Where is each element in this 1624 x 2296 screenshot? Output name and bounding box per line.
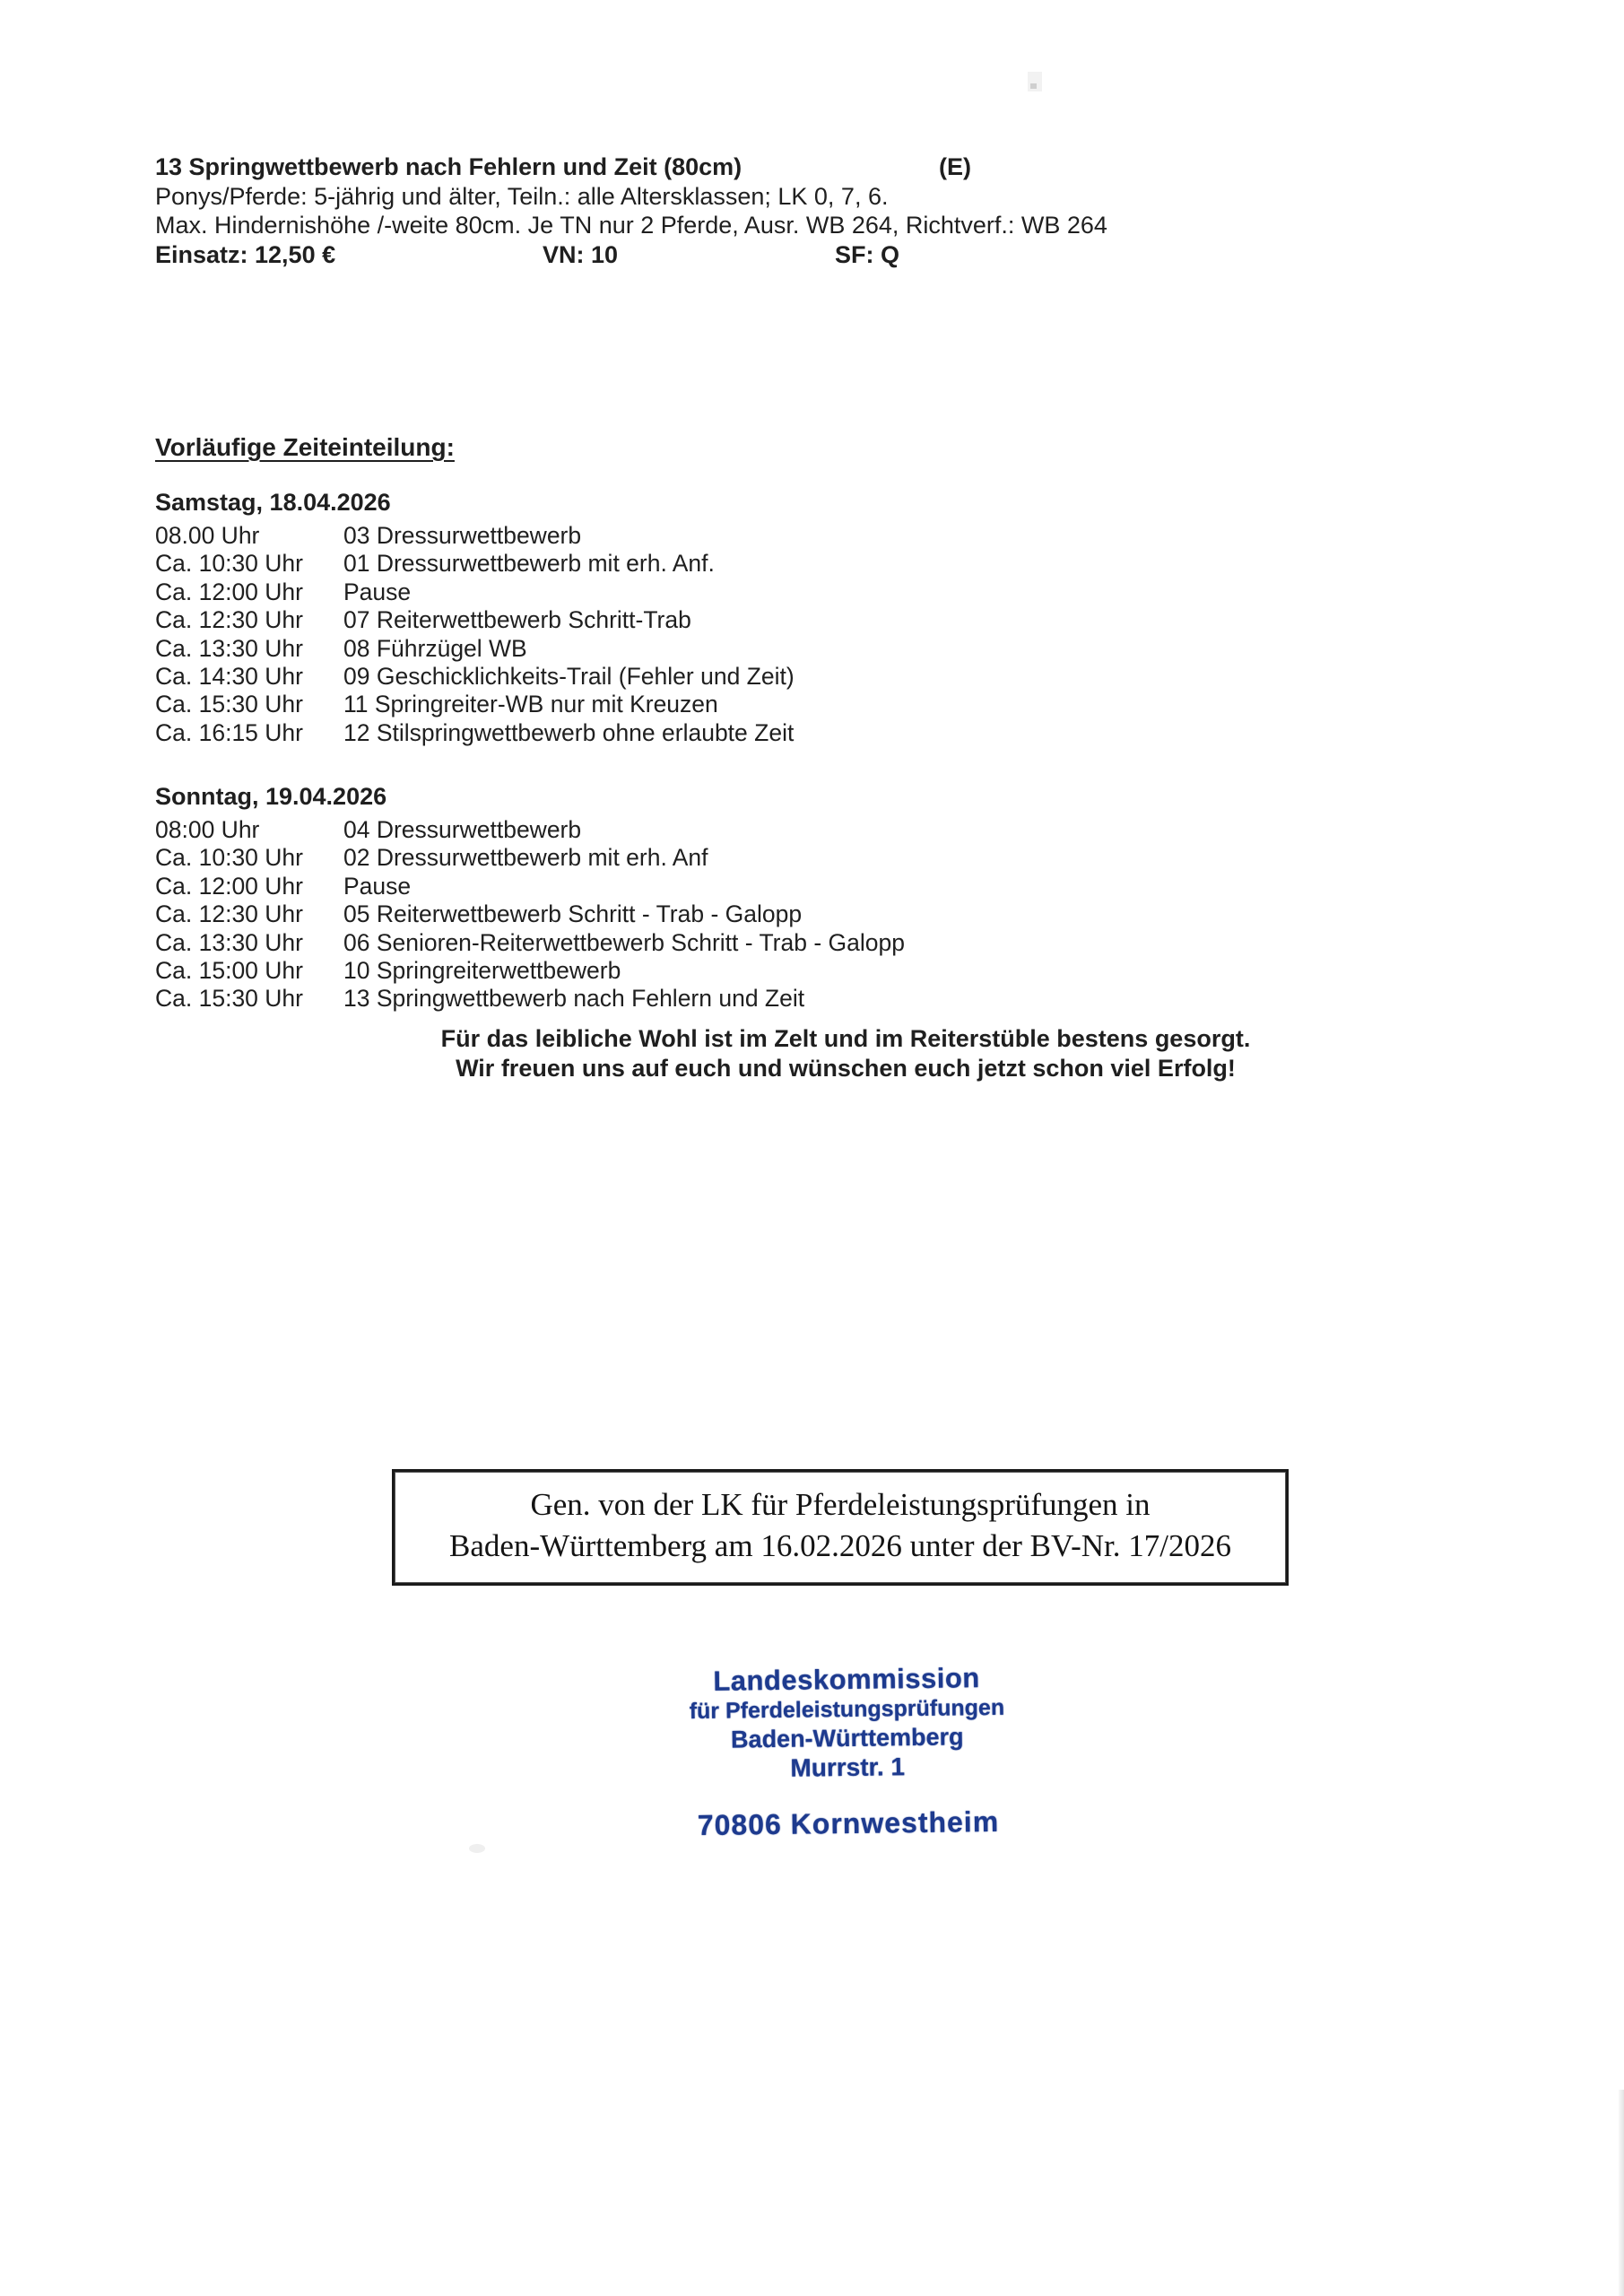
competition-conditions-line2: Max. Hindernishöhe /-weite 80cm. Je TN nur 2 Pferde, Ausr. WB 264, Richtverf.: WB 264	[155, 212, 1107, 239]
schedule-time: 08:00 Uhr	[155, 816, 260, 843]
schedule-row	[155, 606, 795, 634]
schedule-row	[155, 900, 905, 928]
schedule-event: 06 Senioren-Reiterwettbewerb Schritt - Trab - Galopp	[343, 928, 905, 956]
approval-box	[392, 1469, 1289, 1586]
schedule-time: Ca. 10:30 Uhr	[155, 844, 303, 872]
schedule-event: 11 Springreiter-WB nur mit Kreuzen	[343, 691, 718, 718]
schedule-row	[155, 957, 905, 985]
schedule-time: Ca. 12:30 Uhr	[155, 900, 303, 928]
closing-line1: Für das leibliche Wohl ist im Zelt und im Reiterstüble bestens gesorgt.	[440, 1025, 1251, 1052]
schedule-event: Pause	[343, 578, 412, 605]
scan-edge-artifact	[1619, 2090, 1624, 2296]
stamp-line4: Murrstr. 1	[790, 1752, 906, 1782]
schedule-time: Ca. 12:30 Uhr	[155, 606, 303, 634]
schedule-row	[155, 816, 905, 844]
scan-artifact	[1028, 72, 1042, 91]
schedule-event: 01 Dressurwettbewerb mit erh. Anf.	[343, 550, 715, 578]
schedule-time: Ca. 15:00 Uhr	[155, 957, 303, 985]
day-title: Sonntag, 19.04.2026	[155, 783, 387, 810]
competition-class-label: (E)	[939, 153, 971, 180]
schedule-event: 13 Springwettbewerb nach Fehlern und Zeit	[343, 985, 805, 1013]
schedule-row	[155, 663, 795, 691]
landeskommission-stamp	[582, 1659, 1113, 1842]
schedule-time: Ca. 12:00 Uhr	[155, 578, 303, 605]
schedule-time: Ca. 13:30 Uhr	[155, 634, 303, 662]
schedule-event: 03 Dressurwettbewerb	[343, 522, 582, 549]
schedule-row	[155, 522, 795, 550]
schedule-event: 07 Reiterwettbewerb Schritt-Trab	[343, 606, 691, 634]
schedule-time: Ca. 10:30 Uhr	[155, 550, 303, 578]
schedule-day-sunday	[155, 781, 905, 1013]
schedule-row	[155, 929, 905, 957]
competition-title: 13 Springwettbewerb nach Fehlern und Zeit (80cm)	[155, 153, 743, 180]
schedule-time: 08.00 Uhr	[155, 522, 260, 549]
stamp-line3: Baden-Württemberg	[730, 1723, 964, 1753]
stamp-city-line: 70806 Kornwestheim	[697, 1805, 1000, 1842]
stamp-line1: Landeskommission	[713, 1662, 980, 1697]
schedule-event: 12 Stilspringwettbewerb ohne erlaubte Zeit	[343, 718, 795, 746]
schedule-row	[155, 691, 795, 718]
stamp-line2: für Pferdeleistungsprüfungen	[689, 1694, 1005, 1725]
closing-message	[155, 1024, 1536, 1083]
schedule-heading: Vorläufige Zeiteinteilung:	[155, 433, 455, 461]
schedule-row	[155, 578, 795, 606]
schedule-event: 08 Führzügel WB	[343, 634, 527, 662]
schedule-event: 09 Geschicklichkeits-Trail (Fehler und Zeit)	[343, 663, 795, 691]
closing-line2: Wir freuen uns auf euch und wünschen euch jetzt schon viel Erfolg!	[456, 1055, 1236, 1082]
schedule-event: 02 Dressurwettbewerb mit erh. Anf	[343, 844, 708, 872]
day-title: Samstag, 18.04.2026	[155, 489, 391, 516]
schedule-row	[155, 719, 795, 747]
schedule-time: Ca. 16:15 Uhr	[155, 718, 303, 746]
vn-value: VN: 10	[543, 240, 619, 268]
schedule-event: 10 Springreiterwettbewerb	[343, 957, 621, 985]
sf-value: SF: Q	[835, 240, 899, 268]
schedule-time: Ca. 13:30 Uhr	[155, 928, 303, 956]
competition-conditions-line1: Ponys/Pferde: 5-jährig und älter, Teiln.: alle Altersklassen; LK 0, 7, 6.	[155, 182, 889, 210]
schedule-time: Ca. 12:00 Uhr	[155, 872, 303, 900]
schedule-row	[155, 873, 905, 900]
schedule-time: Ca. 14:30 Uhr	[155, 663, 303, 691]
competition-fees-row	[155, 240, 1500, 270]
approval-line1: Gen. von der LK für Pferdeleistungsprüfungen in	[530, 1487, 1151, 1522]
schedule-day-saturday	[155, 487, 795, 747]
schedule-event: 05 Reiterwettbewerb Schritt - Trab - Galopp	[343, 900, 803, 928]
schedule-row	[155, 985, 905, 1013]
entry-fee: Einsatz: 12,50 €	[155, 240, 336, 268]
scan-artifact	[469, 1844, 485, 1853]
schedule-row	[155, 635, 795, 663]
schedule-time: Ca. 15:30 Uhr	[155, 691, 303, 718]
competition-title-row	[155, 152, 1500, 182]
schedule-event: Pause	[343, 872, 412, 900]
approval-line2: Baden-Württemberg am 16.02.2026 unter der BV-Nr. 17/2026	[449, 1528, 1231, 1563]
schedule-row	[155, 550, 795, 578]
competition-header	[155, 152, 1500, 269]
schedule-time: Ca. 15:30 Uhr	[155, 985, 303, 1013]
schedule-row	[155, 844, 905, 872]
schedule-event: 04 Dressurwettbewerb	[343, 816, 582, 843]
